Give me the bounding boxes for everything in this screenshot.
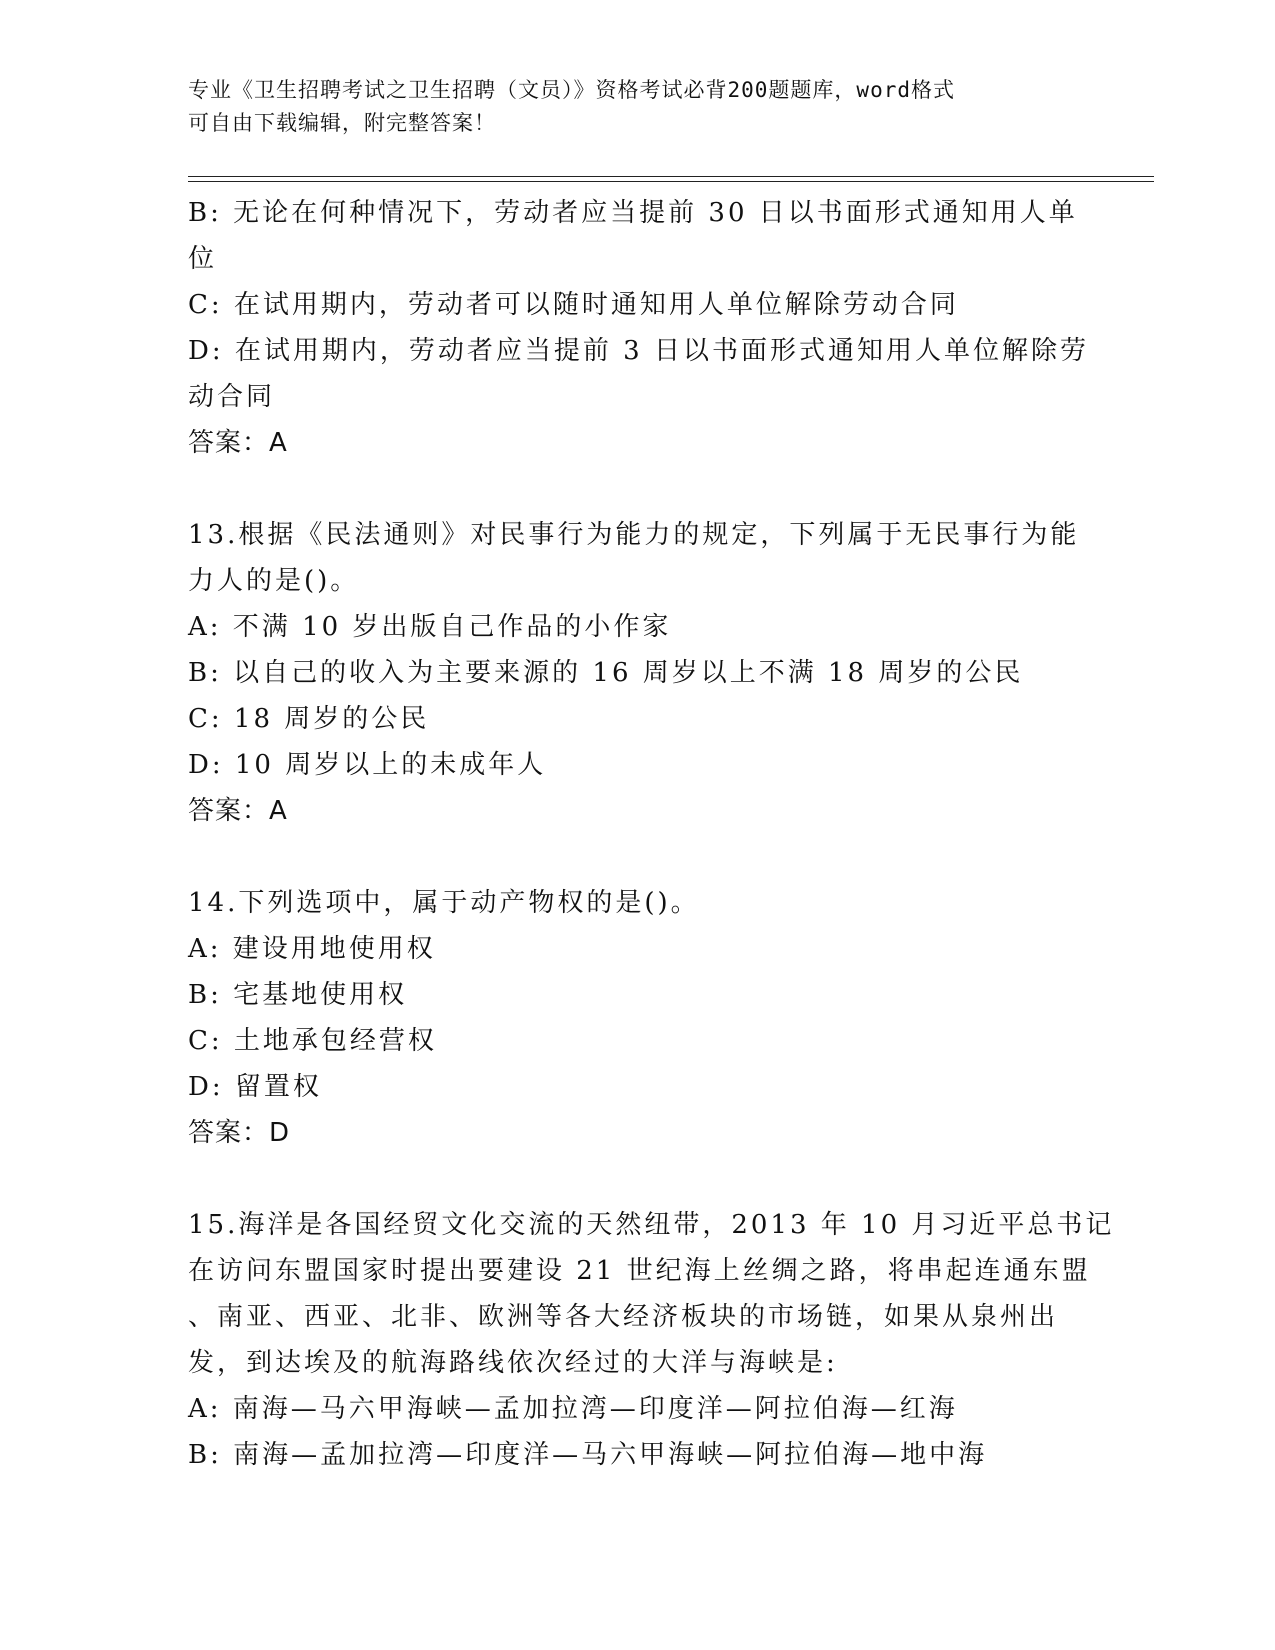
header-rule-top xyxy=(188,176,1154,177)
question-stem-line-2: 在访问东盟国家时提出要建设 21 世纪海上丝绸之路，将串起连通东盟 xyxy=(188,1256,1091,1286)
question-stem-line-2: 力人的是()。 xyxy=(188,566,360,596)
question-list xyxy=(188,190,1115,1478)
option-d-line-2: 动合同 xyxy=(188,382,276,412)
question-stem: 14.下列选项中，属于动产物权的是()。 xyxy=(188,888,700,918)
question-14 xyxy=(188,880,1088,1156)
option-a: A: 建设用地使用权 xyxy=(188,934,436,964)
option-c: C: 土地承包经营权 xyxy=(188,1026,437,1056)
header-rule-bottom xyxy=(188,181,1154,182)
question-stem-line-4: 发，到达埃及的航海路线依次经过的大洋与海峡是: xyxy=(188,1348,838,1378)
option-b: B: 宅基地使用权 xyxy=(188,980,408,1010)
answer: 答案：A xyxy=(188,428,288,458)
option-b-line-1: B: 无论在何种情况下，劳动者应当提前 30 日以书面形式通知用人单 xyxy=(188,198,1078,228)
document-header xyxy=(188,74,1068,140)
option-a: A: 南海—马六甲海峡—孟加拉湾—印度洋—阿拉伯海—红海 xyxy=(188,1394,958,1424)
answer: 答案：D xyxy=(188,1118,291,1148)
question-12-tail xyxy=(188,190,1088,466)
question-15 xyxy=(188,1202,1115,1478)
option-b: B: 南海—孟加拉湾—印度洋—马六甲海峡—阿拉伯海—地中海 xyxy=(188,1440,988,1470)
option-b-line-2: 位 xyxy=(188,244,218,274)
option-d-line-1: D: 在试用期内，劳动者应当提前 3 日以书面形式通知用人单位解除劳 xyxy=(188,336,1089,366)
question-stem-line-3: 、南亚、西亚、北非、欧洲等各大经济板块的市场链，如果从泉州出 xyxy=(188,1302,1059,1332)
option-c: C: 18 周岁的公民 xyxy=(188,704,430,734)
header-line-2: 可自由下载编辑，附完整答案！ xyxy=(188,111,496,135)
question-stem-line-1: 13.根据《民法通则》对民事行为能力的规定，下列属于无民事行为能 xyxy=(188,520,1080,550)
option-c: C: 在试用期内，劳动者可以随时通知用人单位解除劳动合同 xyxy=(188,290,959,320)
answer: 答案：A xyxy=(188,796,288,826)
option-b: B: 以自己的收入为主要来源的 16 周岁以上不满 18 周岁的公民 xyxy=(188,658,1024,688)
option-a: A: 不满 10 岁出版自己作品的小作家 xyxy=(188,612,672,642)
question-stem-line-1: 15.海洋是各国经贸文化交流的天然纽带，2013 年 10 月习近平总书记 xyxy=(188,1210,1115,1240)
option-d: D: 10 周岁以上的未成年人 xyxy=(188,750,547,780)
header-line-1: 专业《卫生招聘考试之卫生招聘（文员）》资格考试必背200题题库，word格式 xyxy=(188,78,955,102)
option-d: D: 留置权 xyxy=(188,1072,322,1102)
question-13 xyxy=(188,512,1088,834)
